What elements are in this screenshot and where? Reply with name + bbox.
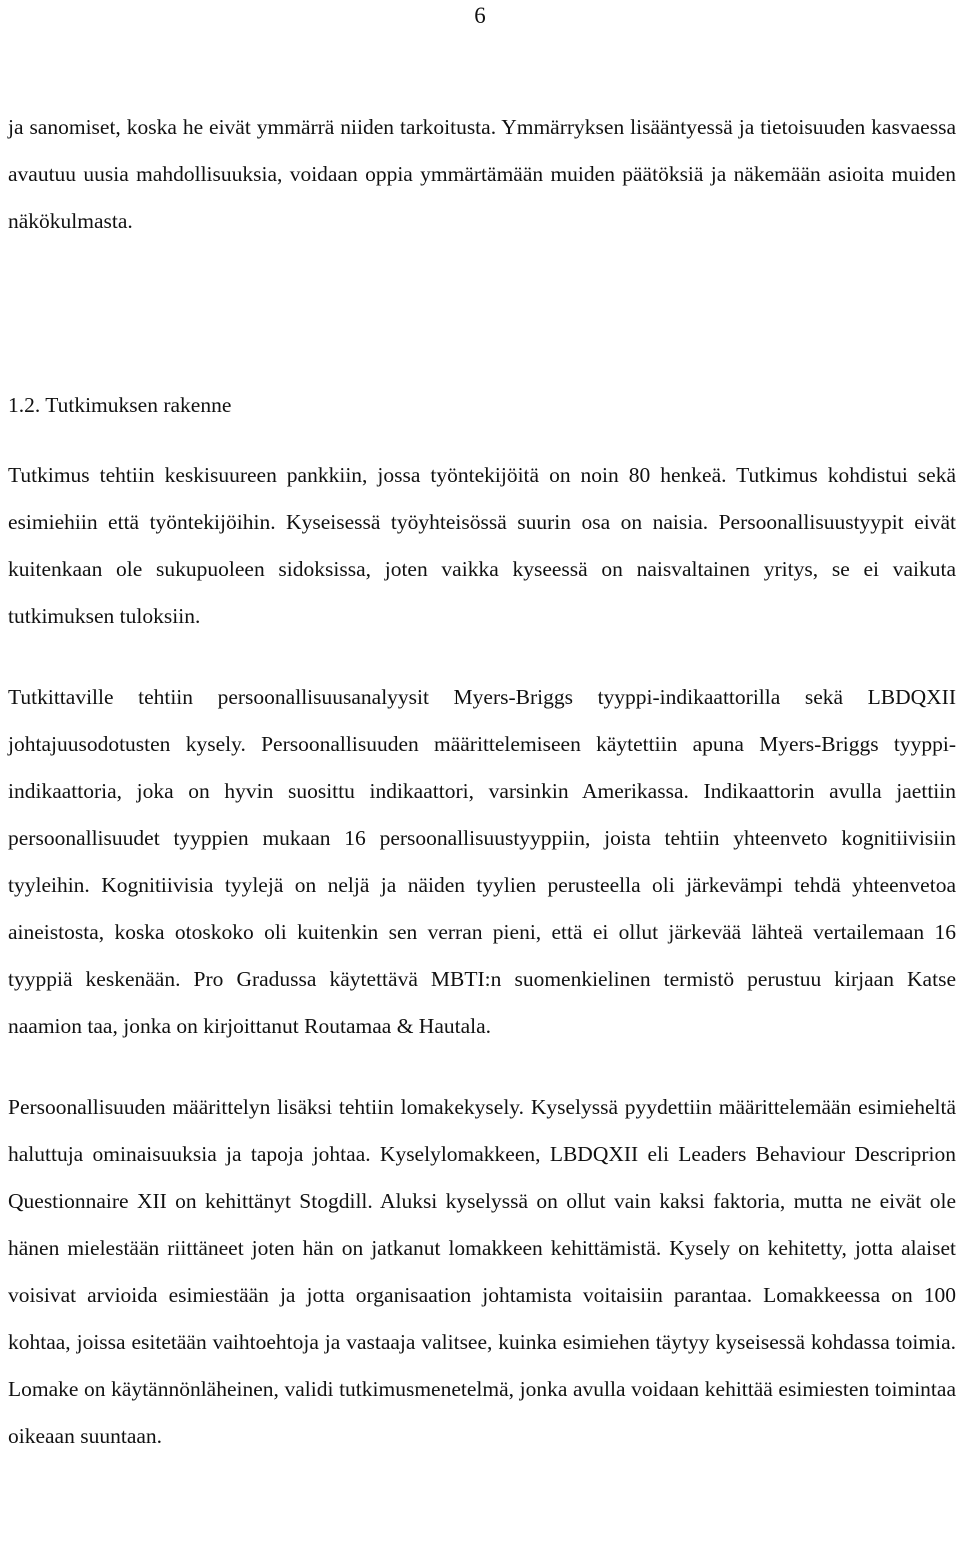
paragraph-questionnaire: Persoonallisuuden määrittelyn lisäksi tehtiin lomakekysely. Kyselyssä pyydettiin määrittelemään esimieheltä haluttuja ominaisuuksia ja tapoja johtaa. Kyselylomakkeen, LBDQXII eli Leaders Behaviour Descriprion Questionnaire XII on kehittänyt Stogdill. Aluksi kyselyssä on ollut vain kaksi faktoria, mutta ne eivät ole hänen mielestään riittäneet joten hän on jatkanut lomakkeen kehittämistä. Kysely on kehitetty, jotta alaiset voisivat arvioida esimiestään ja jotta organisaation johtamista voitaisiin parantaa. Lomakkeessa on 100 kohtaa, joissa esitetään vaihtoehtoja ja vastaaja valitsee, kuinka esimiehen täytyy kyseisessä kohdassa toimia. Lomake on käytännönläheinen, validi tutkimusmenetelmä, jonka avulla voidaan kehittää esimiesten toimintaa oikeaan suuntaan. <box>8 1095 956 1448</box>
page-number: 6 <box>474 3 486 28</box>
section-heading: 1.2. Tutkimuksen rakenne <box>8 393 232 417</box>
paragraph-study-setting: Tutkimus tehtiin keskisuureen pankkiin, jossa työntekijöitä on noin 80 henkeä. Tutkimus kohdistui sekä esimiehiin että työntekijöihin. Kyseisessä työyhteisössä suurin osa on naisia. Persoonallisuustyypit eivät kuitenkaan ole sukupuoleen sidoksissa, joten vaikka kyseessä on naisvaltainen yritys, se ei vaikuta tutkimuksen tuloksiin. <box>8 463 956 628</box>
paragraph-personality-analysis: Tutkittaville tehtiin persoonallisuusanalyysit Myers-Briggs tyyppi-indikaattorilla sekä LBDQXII johtajuusodotusten kysely. Persoonallisuuden määrittelemiseen käytettiin apuna Myers-Briggs tyyppi-indikaattoria, joka on hyvin suosittu indikaattori, varsinkin Amerikassa. Indikaattorin avulla jaettiin persoonallisuudet tyyppien mukaan 16 persoonallisuustyyppiin, joista tehtiin yhteenveto kognitiivisiin tyyleihin. Kognitiivisia tyylejä on neljä ja näiden tyylien perusteella oli järkevämpi tehdä yhteenvetoa aineistosta, koska otoskoko oli kuitenkin sen verran pieni, että ei ollut järkevää lähteä vertailemaan 16 tyyppiä keskenään. Pro Gradussa käytettävä MBTI:n suomenkielinen termistö perustuu kirjaan Katse naamion taa, jonka on kirjoittanut Routamaa & Hautala. <box>8 685 956 1038</box>
paragraph-intro-continuation: ja sanomiset, koska he eivät ymmärrä niiden tarkoitusta. Ymmärryksen lisääntyessä ja tietoisuuden kasvaessa avautuu uusia mahdollisuuksia, voidaan oppia ymmärtämään muiden päätöksiä ja näkemään asioita muiden näkökulmasta. <box>8 115 956 233</box>
document-body <box>8 104 956 1460</box>
